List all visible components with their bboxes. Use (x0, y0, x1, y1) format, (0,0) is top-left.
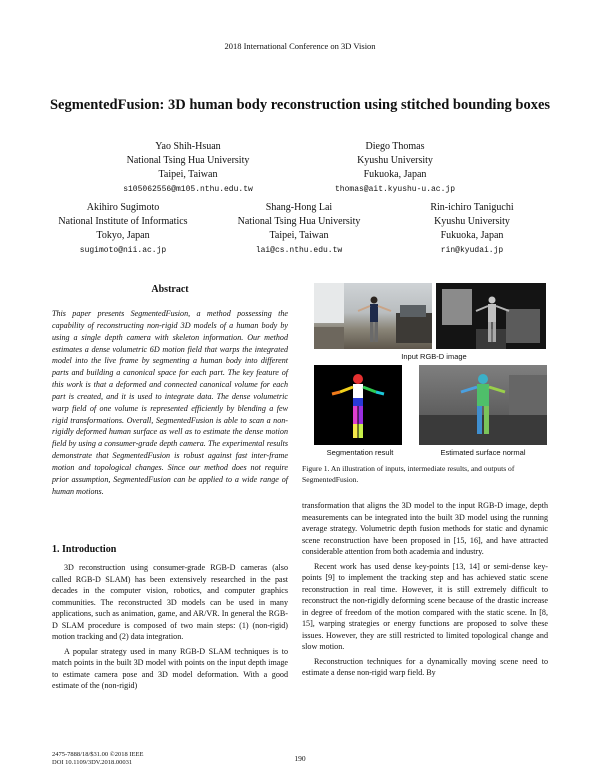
rgb-scene-graphic (314, 283, 432, 349)
paragraph: A popular strategy used in many RGB-D SLAM techniques is to match points in the built 3D model with points on the input depth image to estimate camera pose and 3D model deformation. With a good estimate of the (non-rigid) (52, 646, 288, 690)
author-location: Fukuoka, Japan (363, 169, 427, 180)
author-block (42, 201, 204, 257)
author-affiliation: Kyushu University (434, 216, 510, 227)
author-affiliation: Kyushu University (357, 155, 433, 166)
author-name: Akihiro Sugimoto (86, 202, 160, 213)
abstract-heading: Abstract (151, 284, 189, 295)
normal-map-graphic (419, 365, 547, 445)
author-name: Rin-ichiro Taniguchi (430, 202, 514, 213)
author-affiliation: National Tsing Hua University (126, 155, 250, 166)
author-location: Fukuoka, Japan (440, 230, 504, 241)
paragraph: transformation that aligns the 3D model to the input RGB-D image, depth measurements can be integrated into the built 3D model using the running average strategy. Volumetric depth fusion methods for static and dynamic scene reconstruction have been proposed in [15, 16], and have attracted considerable attention from both academia and industry. (302, 501, 548, 556)
author-block (214, 201, 384, 257)
normal-image (419, 365, 547, 445)
author-name: Diego Thomas (365, 141, 425, 152)
figure-label-normal: Estimated surface normal (440, 448, 526, 457)
author-name: Yao Shih-Hsuan (155, 141, 221, 152)
author-affiliation: National Institute of Informatics (58, 216, 188, 227)
page-number: 190 (294, 754, 306, 763)
author-affiliation: National Tsing Hua University (237, 216, 361, 227)
abstract-text: This paper presents SegmentedFusion, a method possessing the capability of reconstructing non-rigid 3D models of a human body by using a single depth camera with skeleton information. Our method estimates a dense volumetric 6D motion field that warps the integrated model into the live frame by segmenting a human body into different parts and building a canonical space for each part. The key feature of this work is that a deformed and connected canonical volume for each part is created, and it is used to integrate data. The dense volumetric warp field of one volume is represented efficiently by blending a few rigid transformations. Overall, SegmentedFusion is able to scan a non-rigidly deformed human surface as well as to estimate the dense motion field by using a consumer-grade depth camera. The experimental results demonstrate that SegmentedFusion is robust against fast inter-frame motion and topological changes. Since our method does not require prior assumption, SegmentedFusion can be applied to a wide range of human motions. (52, 309, 288, 496)
paragraph: Recent work has used dense key-points [13, 14] or semi-dense key-points [9] to implement the tracking step and has achieved static scene reconstruction in real time. However, it is still extremely difficult to reconstruct the non-rigidly deforming scene because of the drastic increase in degree of freedom of the motion compared with the static scene. In [8, 15], warping strategies or energy functions are proposed to solve these issues. However, they are still restricted to limited topological change and slow motion. (302, 561, 548, 651)
segmentation-image (314, 365, 402, 445)
right-column-text (302, 500, 548, 682)
depth-scene-graphic (436, 283, 546, 349)
author-block (392, 201, 552, 257)
author-email[interactable]: lai@cs.nthu.edu.tw (255, 246, 343, 255)
left-column-text (52, 562, 288, 695)
figure-caption: Figure 1. An illustration of inputs, intermediate results, and outputs of SegmentedFusion. (302, 464, 515, 484)
author-email[interactable]: s105062556@m105.nthu.edu.tw (123, 185, 253, 194)
figure-label-input: Input RGB-D image (401, 352, 467, 361)
author-location: Taipei, Taiwan (158, 169, 218, 180)
author-block (310, 140, 480, 196)
paragraph: Reconstruction techniques for a dynamically moving scene need to estimate a dense non-rigid warp field. By (302, 656, 548, 677)
author-email[interactable]: thomas@ait.kyushu-u.ac.jp (334, 185, 456, 194)
section-heading: 1. Introduction (52, 544, 117, 555)
footer-issn: 2475-7888/18/$31.00 ©2018 IEEE (52, 751, 144, 758)
author-email[interactable]: sugimoto@nii.ac.jp (79, 246, 167, 255)
rgb-image (314, 283, 432, 349)
segmentation-graphic (314, 365, 402, 445)
footer-doi[interactable]: DOI 10.1109/3DV.2018.00031 (52, 759, 133, 766)
paper-title: SegmentedFusion: 3D human body reconstruction using stitched bounding boxes (49, 97, 551, 113)
paragraph: 3D reconstruction using consumer-grade RGB-D cameras (also called RGB-D SLAM) has been extensively researched in the past decades in the computer vision, robotics, and computer graphics communities. The reconstructed 3D models can be used in many applications, such as animation, game, and AR/VR. In general the RGB-D SLAM procedure is composed of two main steps: (1) (non-rigid) motion tracking and (2) data integration. (52, 563, 288, 641)
author-block (108, 140, 268, 196)
depth-image (436, 283, 546, 349)
author-email[interactable]: rin@kyudai.jp (440, 246, 504, 255)
author-location: Tokyo, Japan (96, 230, 150, 241)
author-location: Taipei, Taiwan (269, 230, 329, 241)
figure-label-segmentation: Segmentation result (326, 448, 394, 457)
author-name: Shang-Hong Lai (265, 202, 333, 213)
conference-name: 2018 International Conference on 3D Vision (224, 41, 376, 51)
